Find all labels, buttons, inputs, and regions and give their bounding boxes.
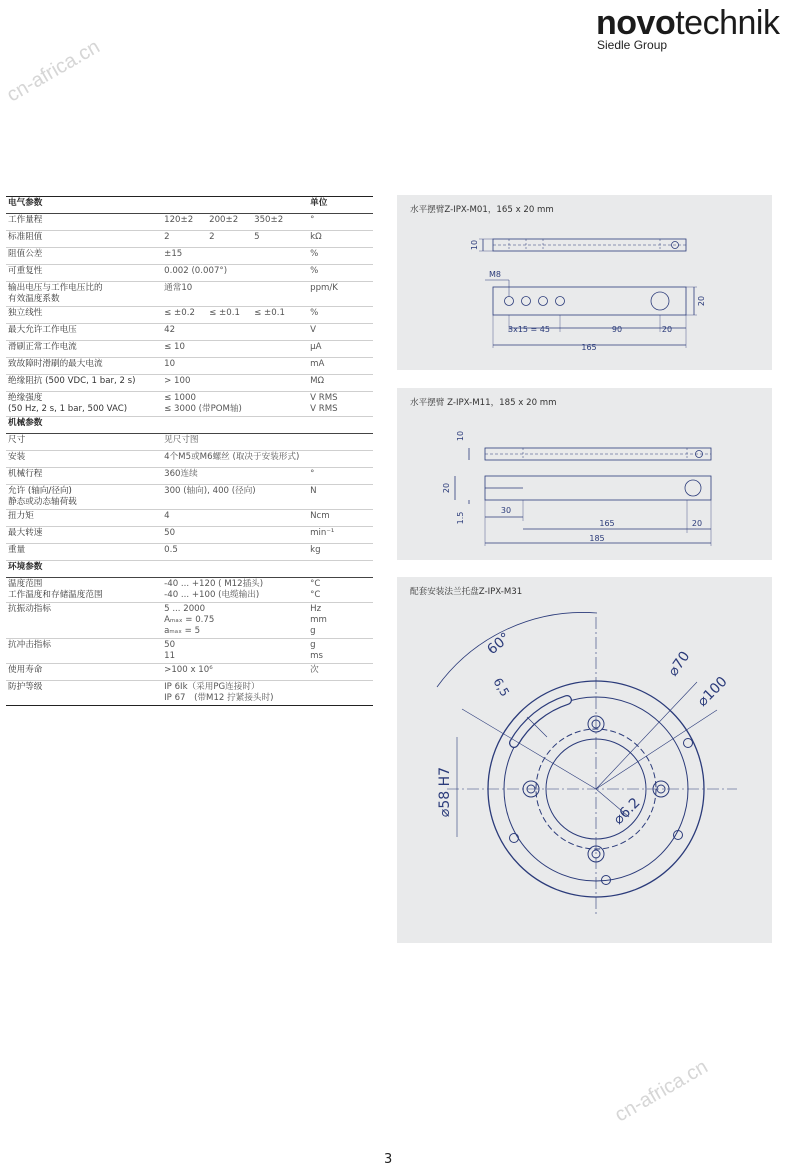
dim3-d70: ⌀70 (665, 648, 694, 680)
row-unit (308, 681, 373, 706)
watermark-top: cn-africa.cn (3, 35, 104, 107)
table-row (6, 307, 373, 324)
row-label: 抗振动指标 (6, 603, 162, 639)
cell-line: g (310, 626, 316, 636)
cell-line: 输出电压与工作电压比的 (8, 283, 103, 293)
row-label: 环境参数 (6, 561, 162, 578)
row-unit (308, 578, 373, 603)
row-value (162, 681, 308, 706)
row-value: ±15 (162, 248, 308, 265)
dim-h10: 10 (470, 239, 479, 251)
row-value (162, 214, 308, 231)
row-value (162, 485, 308, 510)
row-label: 标准阻值 (6, 231, 162, 248)
dim3-d62: ⌀6.2 (610, 794, 644, 828)
cell-line: 5 ... 2000 (164, 604, 206, 614)
cell-line: 静态或动态轴荷载 (8, 497, 77, 507)
row-value: 见尺寸图 (162, 434, 308, 451)
row-unit: % (308, 265, 373, 282)
row-label: 机械行程 (6, 468, 162, 485)
cell-line: (50 Hz, 2 s, 1 bar, 500 VAC) (8, 404, 128, 414)
cell-line: -40 ... +120 ( M12插头) (164, 579, 264, 589)
row-label: 扭力矩 (6, 510, 162, 527)
row-value (162, 307, 308, 324)
cell-line: °C (310, 579, 321, 589)
row-value (162, 197, 308, 214)
cell-line: ms (310, 651, 323, 661)
table-row (6, 324, 373, 341)
row-label (6, 578, 162, 603)
dim2-h10: 10 (456, 430, 465, 442)
row-label: 抗冲击指标 (6, 639, 162, 664)
cell-line: °C (310, 590, 321, 600)
row-unit (308, 485, 373, 510)
table-row (6, 544, 373, 561)
logo-brand-light: technik (675, 4, 780, 42)
cell-line: IP 6Ik（采用PG连接时） (164, 682, 260, 692)
table-row (6, 214, 373, 231)
row-value (162, 282, 308, 307)
row-unit: % (308, 307, 373, 324)
dim-165: 165 (581, 343, 597, 352)
cell-line: 工作温度和存储温度范围 (8, 590, 103, 600)
row-value: 0.5 (162, 544, 308, 561)
cell-line: 允许 (轴向/径向) (8, 486, 72, 496)
table-row (6, 468, 373, 485)
cell-line: V RMS (310, 404, 338, 414)
dim-h20: 20 (697, 295, 706, 307)
page-number: 3 (384, 1152, 393, 1167)
table-section-row (6, 561, 373, 578)
table-row (6, 681, 373, 706)
row-label: 工作量程 (6, 214, 162, 231)
row-unit (308, 434, 373, 451)
table-row (6, 603, 373, 639)
row-value-part: 5 (254, 232, 260, 242)
row-value-part: ≤ ±0.1 (209, 308, 240, 318)
row-unit (308, 417, 373, 434)
dim3-d58: ⌀58 H7 (437, 766, 453, 818)
row-unit: MΩ (308, 375, 373, 392)
row-value (162, 639, 308, 664)
row-value: ≤ 10 (162, 341, 308, 358)
row-unit (308, 639, 373, 664)
logo-subtitle: Siedle Group (597, 38, 668, 52)
row-unit: min⁻¹ (308, 527, 373, 544)
dim-3x15: 3x15 = 45 (508, 325, 550, 334)
row-label (6, 485, 162, 510)
cell-line: V RMS (310, 393, 338, 403)
dim-m8: M8 (489, 270, 501, 279)
dim2-165: 165 (599, 519, 615, 528)
row-label: 电气参数 (6, 197, 162, 214)
row-unit: 次 (308, 664, 373, 681)
row-value: 50 (162, 527, 308, 544)
row-label: 重量 (6, 544, 162, 561)
row-unit (308, 561, 373, 578)
table-row (6, 248, 373, 265)
row-label: 滑刷正常工作电流 (6, 341, 162, 358)
row-label: 独立线性 (6, 307, 162, 324)
row-label: 致故障时滑刷的最大电流 (6, 358, 162, 375)
cell-line (310, 693, 371, 704)
cell-line: -40 ... +100 (电缆输出) (164, 590, 260, 600)
cell-line: 温度范围 (8, 579, 43, 589)
row-label: 绝缘阻抗 (500 VDC, 1 bar, 2 s) (6, 375, 162, 392)
row-unit: Ncm (308, 510, 373, 527)
cell-line: 有效温度系数 (8, 294, 60, 304)
row-label: 尺寸 (6, 434, 162, 451)
row-unit: V (308, 324, 373, 341)
row-unit: ° (308, 214, 373, 231)
row-unit: kg (308, 544, 373, 561)
row-unit (308, 392, 373, 417)
table-row (6, 282, 373, 307)
dim3-angle: 60° (484, 629, 514, 659)
cell-line: ≤ 1000 (164, 393, 196, 403)
spec-table (6, 196, 373, 706)
panel-arm-m01 (397, 195, 772, 370)
cell-line: g (310, 640, 316, 650)
table-section-row (6, 197, 373, 214)
row-value-part: 120±2 (164, 215, 194, 225)
row-label: 防护等级 (6, 681, 162, 706)
row-label: 可重复性 (6, 265, 162, 282)
row-value: 4个M5或M6螺丝 (取决于安装形式) (162, 451, 308, 468)
row-value: 360连续 (162, 468, 308, 485)
table-row (6, 358, 373, 375)
table-section-row (6, 417, 373, 434)
cell-line: N (310, 486, 317, 496)
table-row (6, 392, 373, 417)
dim3-d100: ⌀100 (694, 673, 731, 710)
cell-line: 50 (164, 640, 176, 650)
row-label: 最大允许工作电压 (6, 324, 162, 341)
logo-brand-bold: novo (596, 4, 676, 42)
table-row (6, 510, 373, 527)
row-value-part: ≤ ±0.1 (254, 308, 285, 318)
table-row (6, 265, 373, 282)
arm-m11-drawing (397, 388, 772, 560)
arm-m01-drawing (397, 195, 772, 370)
cell-line: ≤ 3000 (带POM轴) (164, 404, 242, 414)
row-value-part: 350±2 (254, 215, 284, 225)
row-unit: μA (308, 341, 373, 358)
cell-line: 绝缘强度 (8, 393, 43, 403)
table-row (6, 639, 373, 664)
row-value (162, 231, 308, 248)
panel-flange-m31-title: 配套安装法兰托盘Z-IPX-M31 (410, 587, 523, 597)
row-value (162, 603, 308, 639)
row-value (162, 578, 308, 603)
row-value: > 100 (162, 375, 308, 392)
cell-line: 11 (164, 651, 176, 661)
dim-90: 90 (611, 325, 623, 334)
row-value (162, 561, 308, 578)
row-value-part: 2 (209, 232, 215, 242)
row-unit: kΩ (308, 231, 373, 248)
row-label (6, 282, 162, 307)
row-value (162, 392, 308, 417)
cell-line: Hz (310, 604, 322, 614)
dim2-h20: 20 (442, 482, 451, 494)
row-unit: % (308, 248, 373, 265)
row-value (162, 417, 308, 434)
panel-flange-m31 (397, 577, 772, 943)
flange-m31-drawing (397, 577, 772, 943)
panel-arm-m11-title: 水平摆臂 Z-IPX-M11，185 x 20 mm (410, 398, 557, 408)
row-value-part: 2 (164, 232, 170, 242)
row-value: 10 (162, 358, 308, 375)
row-value: 4 (162, 510, 308, 527)
row-label: 阻值公差 (6, 248, 162, 265)
table-row (6, 527, 373, 544)
row-value-part: ≤ ±0.2 (164, 308, 195, 318)
table-row (6, 341, 373, 358)
row-unit: ° (308, 468, 373, 485)
table-row (6, 664, 373, 681)
dim3-width: 6,5 (490, 675, 513, 700)
company-logo (596, 4, 780, 52)
table-row (6, 485, 373, 510)
row-unit: mA (308, 358, 373, 375)
row-label (6, 392, 162, 417)
row-unit: 单位 (308, 197, 373, 214)
row-value: >100 x 10⁶ (162, 664, 308, 681)
panel-arm-m11 (397, 388, 772, 560)
cell-line: 通常10 (164, 283, 193, 293)
cell-line: IP 67 (带M12 拧紧接头时) (164, 693, 274, 703)
panel-arm-m01-title: 水平摆臂Z-IPX-M01，165 x 20 mm (410, 205, 554, 215)
dim2-20: 20 (691, 519, 703, 528)
table-row (6, 231, 373, 248)
table-row (6, 434, 373, 451)
dim2-30: 30 (500, 506, 512, 515)
row-label: 安装 (6, 451, 162, 468)
dim-20: 20 (661, 325, 673, 334)
row-unit (308, 451, 373, 468)
cell-line (310, 682, 371, 693)
table-row (6, 578, 373, 603)
cell-line: mm (310, 615, 327, 625)
row-unit (308, 603, 373, 639)
dim2-h15: 1.5 (456, 511, 465, 525)
row-label: 最大转速 (6, 527, 162, 544)
row-label: 机械参数 (6, 417, 162, 434)
cell-line: aₘₐₓ = 5 (164, 626, 201, 636)
cell-line: Aₘₐₓ = 0.75 (164, 615, 215, 625)
row-value: 42 (162, 324, 308, 341)
cell-line: 300 (轴向), 400 (径向) (164, 486, 256, 496)
cell-line: ppm/K (310, 283, 338, 293)
watermark-bottom: cn-africa.cn (611, 1055, 712, 1127)
row-value: 0.002 (0.007°) (162, 265, 308, 282)
dim2-185: 185 (589, 534, 605, 543)
row-label: 使用寿命 (6, 664, 162, 681)
table-row (6, 451, 373, 468)
row-value-part: 200±2 (209, 215, 239, 225)
row-unit (308, 282, 373, 307)
table-row (6, 375, 373, 392)
